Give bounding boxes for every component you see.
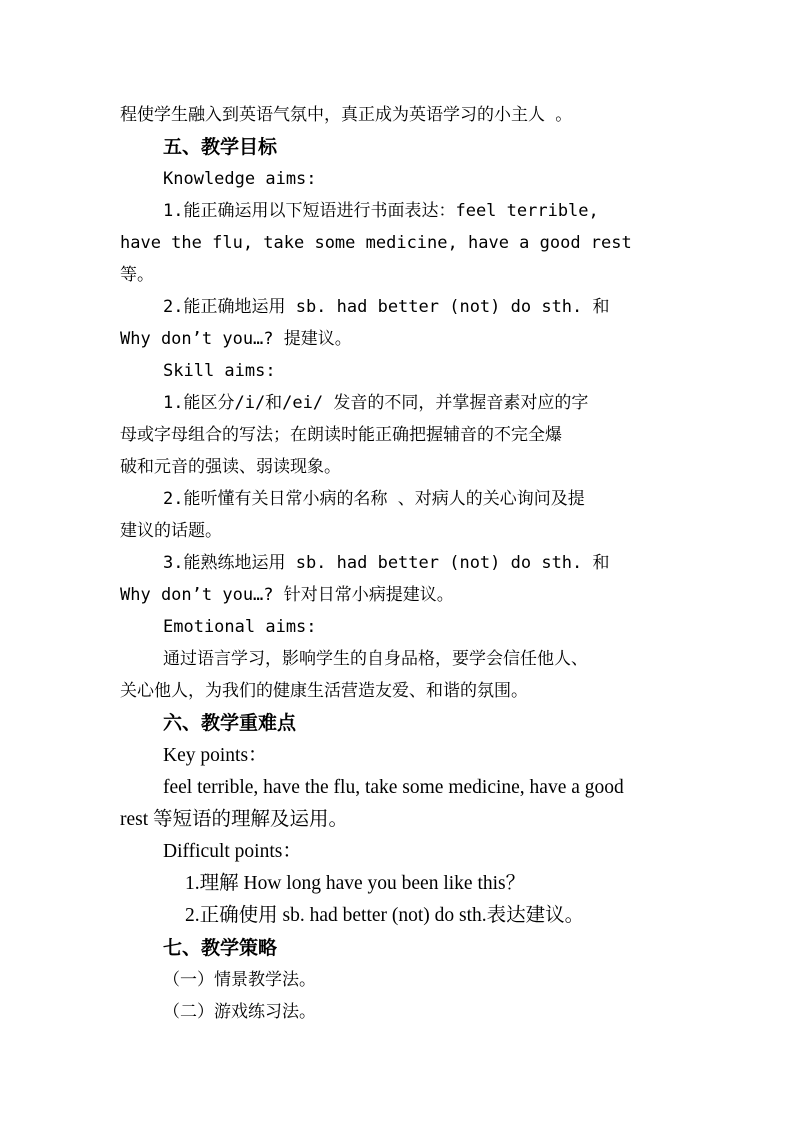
section7-heading: 七、教学策略 bbox=[163, 937, 278, 959]
knowledge-aim-1-line-1: 1.能正确运用以下短语进行书面表达：feel terrible, bbox=[163, 201, 599, 221]
intro-tail-text: 程使学生融入到英语气氛中，真正成为英语学习的小主人 。 bbox=[120, 105, 573, 125]
emotional-aim-line-1: 通过语言学习，影响学生的自身品格，要学会信任他人、 bbox=[163, 649, 588, 669]
key-points-label: Key points： bbox=[163, 745, 268, 766]
difficult-points-label: Difficult points： bbox=[163, 841, 302, 862]
knowledge-aim-1-line-2: have the flu, take some medicine, have a good rest bbox=[120, 233, 632, 253]
knowledge-aim-2-line-1: 2.能正确地运用 sb. had better (not) do sth. 和 bbox=[163, 297, 610, 317]
knowledge-aims-label: Knowledge aims: bbox=[163, 169, 317, 189]
difficult-point-2: 2.正确使用 sb. had better (not) do sth.表达建议。 bbox=[185, 905, 585, 926]
strategy-item-1: （一）情景教学法。 bbox=[163, 970, 316, 990]
skill-aim-1-line-2: 母或字母组合的写法；在朗读时能正确把握辅音的不完全爆 bbox=[120, 425, 562, 445]
skill-aim-2-line-2: 建议的话题。 bbox=[120, 521, 222, 541]
skill-aim-3-line-2: Why don’t you…? 针对日常小病提建议。 bbox=[120, 585, 454, 605]
skill-aims-label: Skill aims: bbox=[163, 361, 276, 381]
key-points-line-2: rest 等短语的理解及运用。 bbox=[120, 809, 349, 830]
section5-heading: 五、教学目标 bbox=[163, 136, 278, 158]
knowledge-aim-2-line-2: Why don’t you…? 提建议。 bbox=[120, 329, 352, 349]
skill-aim-1-line-1: 1.能区分/i/和/ei/ 发音的不同，并掌握音素对应的字 bbox=[163, 393, 589, 413]
difficult-point-1: 1.理解 How long have you been like this？ bbox=[185, 873, 526, 894]
section6-heading: 六、教学重难点 bbox=[163, 712, 297, 734]
key-points-line-1: feel terrible, have the flu, take some medicine, have a good bbox=[163, 777, 624, 798]
emotional-aim-line-2: 关心他人，为我们的健康生活营造友爱、和谐的氛围。 bbox=[120, 681, 528, 701]
skill-aim-2-line-1: 2.能听懂有关日常小病的名称 、对病人的关心询问及提 bbox=[163, 489, 585, 509]
skill-aim-3-line-1: 3.能熟练地运用 sb. had better (not) do sth. 和 bbox=[163, 553, 610, 573]
emotional-aims-label: Emotional aims: bbox=[163, 617, 317, 637]
knowledge-aim-1-line-3: 等。 bbox=[120, 265, 154, 285]
skill-aim-1-line-3: 破和元音的强读、弱读现象。 bbox=[120, 457, 341, 477]
strategy-item-2: （二）游戏练习法。 bbox=[163, 1002, 316, 1022]
